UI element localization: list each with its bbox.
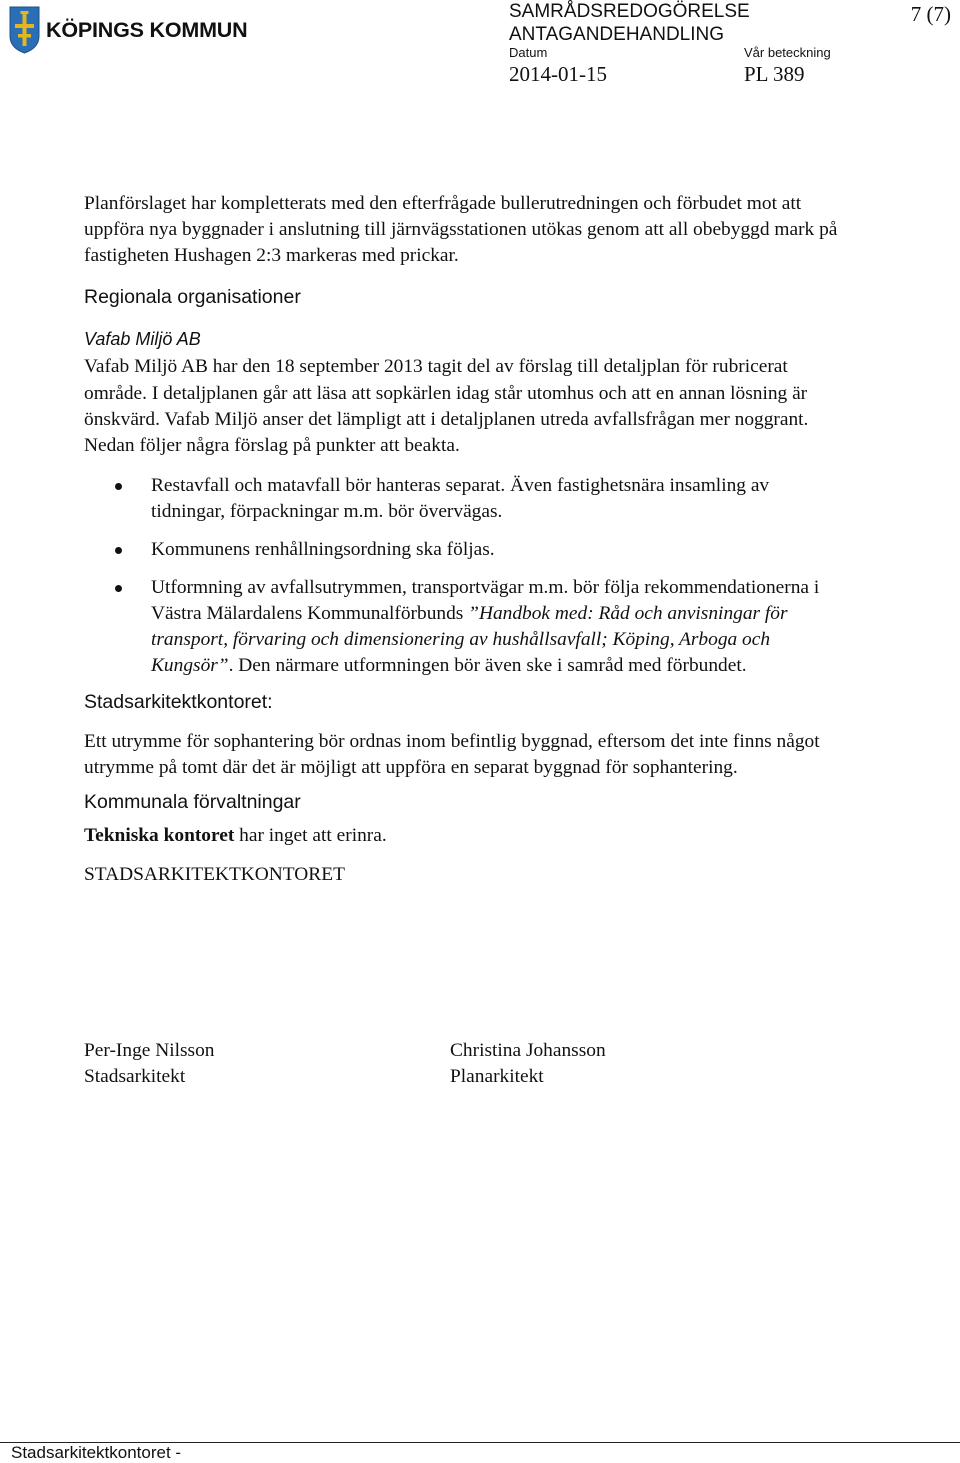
bullet-text-end: . Den närmare utformningen bör även ske i samråd med förbundet. xyxy=(228,655,747,677)
bullet-dot-icon xyxy=(115,585,122,592)
stadsarkitekt-heading: Stadsarkitektkontoret: xyxy=(84,690,273,713)
tekniska-label: Tekniska kontoret xyxy=(84,824,235,846)
bullet-text: Restavfall och matavfall bör hanteras separat. Även fastighetsnära insamling av tidningar, förpackningar m.m. bör övervägas. xyxy=(151,474,770,522)
signature-left xyxy=(84,1038,214,1090)
signoff-office: STADSARKITEKTKONTORET xyxy=(84,863,345,885)
doc-type-line2: ANTAGANDEHANDLING xyxy=(509,24,725,45)
org-logo xyxy=(9,6,248,54)
tekniska-text: har inget att erinra. xyxy=(234,824,387,846)
doc-type-line1: SAMRÅDSREDOGÖRELSE xyxy=(509,1,750,22)
signer-name: Christina Johansson xyxy=(450,1040,606,1061)
coat-of-arms-icon xyxy=(9,6,40,54)
signature-right xyxy=(450,1038,606,1090)
list-item xyxy=(84,575,844,679)
page-number: 7 (7) xyxy=(910,2,951,26)
signer-name: Per-Inge Nilsson xyxy=(84,1040,215,1061)
intro-paragraph: Planförslaget har kompletterats med den efterfrågade bullerutredningen och förbudet mot att uppföra nya byggnader i anslutning till järnvägsstationen utökas genom att all obebyggd mark på fastigheten Hushagen 2:3 markeras med prickar. xyxy=(84,193,838,267)
signer-title: Stadsarkitekt xyxy=(84,1066,186,1087)
list-item xyxy=(84,537,844,563)
reference-label: Vår beteckning xyxy=(744,45,831,60)
org-name: KÖPINGS KOMMUN xyxy=(46,17,248,42)
vafab-paragraph: Vafab Miljö AB har den 18 september 2013 tagit del av förslag till detaljplan för rubricerat område. I detaljplanen går att läsa att sopkärlen idag står utomhus och att en annan lösning är önskvärd. Vafab Miljö anser det lämpligt att i detaljplanen utreda avfallsfrågan mer noggrant. Nedan följer några förslag på punkter att beakta. xyxy=(84,356,809,456)
stadsarkitekt-paragraph: Ett utrymme för sophantering bör ordnas inom befintlig byggnad, eftersom det inte finns något utrymme på tomt där det är möjligt att uppföra en separat byggnad för sophantering. xyxy=(84,730,820,778)
reference-value: PL 389 xyxy=(744,62,805,86)
bullet-dot-icon xyxy=(115,547,122,554)
date-value: 2014-01-15 xyxy=(509,62,607,86)
section-heading-regional: Regionala organisationer xyxy=(84,286,301,309)
vafab-heading: Vafab Miljö AB xyxy=(84,329,201,350)
footer-text: Stadsarkitektkontoret - xyxy=(11,1443,182,1462)
document-body xyxy=(84,191,844,888)
bullet-text-start: Utformning av avfallsutrymmen, transportvägar m.m. bör följa rekommendationerna i Västra Mälardalens Kommunalförbunds xyxy=(151,577,820,625)
signer-title: Planarkitekt xyxy=(450,1066,544,1087)
list-item xyxy=(84,473,844,525)
date-label: Datum xyxy=(509,45,548,60)
tekniska-paragraph xyxy=(84,823,844,849)
bullet-dot-icon xyxy=(115,483,122,490)
bullet-list xyxy=(84,473,844,680)
section-heading-kommunala: Kommunala förvaltningar xyxy=(84,790,301,813)
handbook-title: ”Handbok med: Råd och anvisningar för transport, förvaring och dimensionering av hushållsavfall; Köping, Arboga och Kungsör” xyxy=(151,603,788,677)
bullet-text: Kommunens renhållningsordning ska följas. xyxy=(151,539,495,561)
